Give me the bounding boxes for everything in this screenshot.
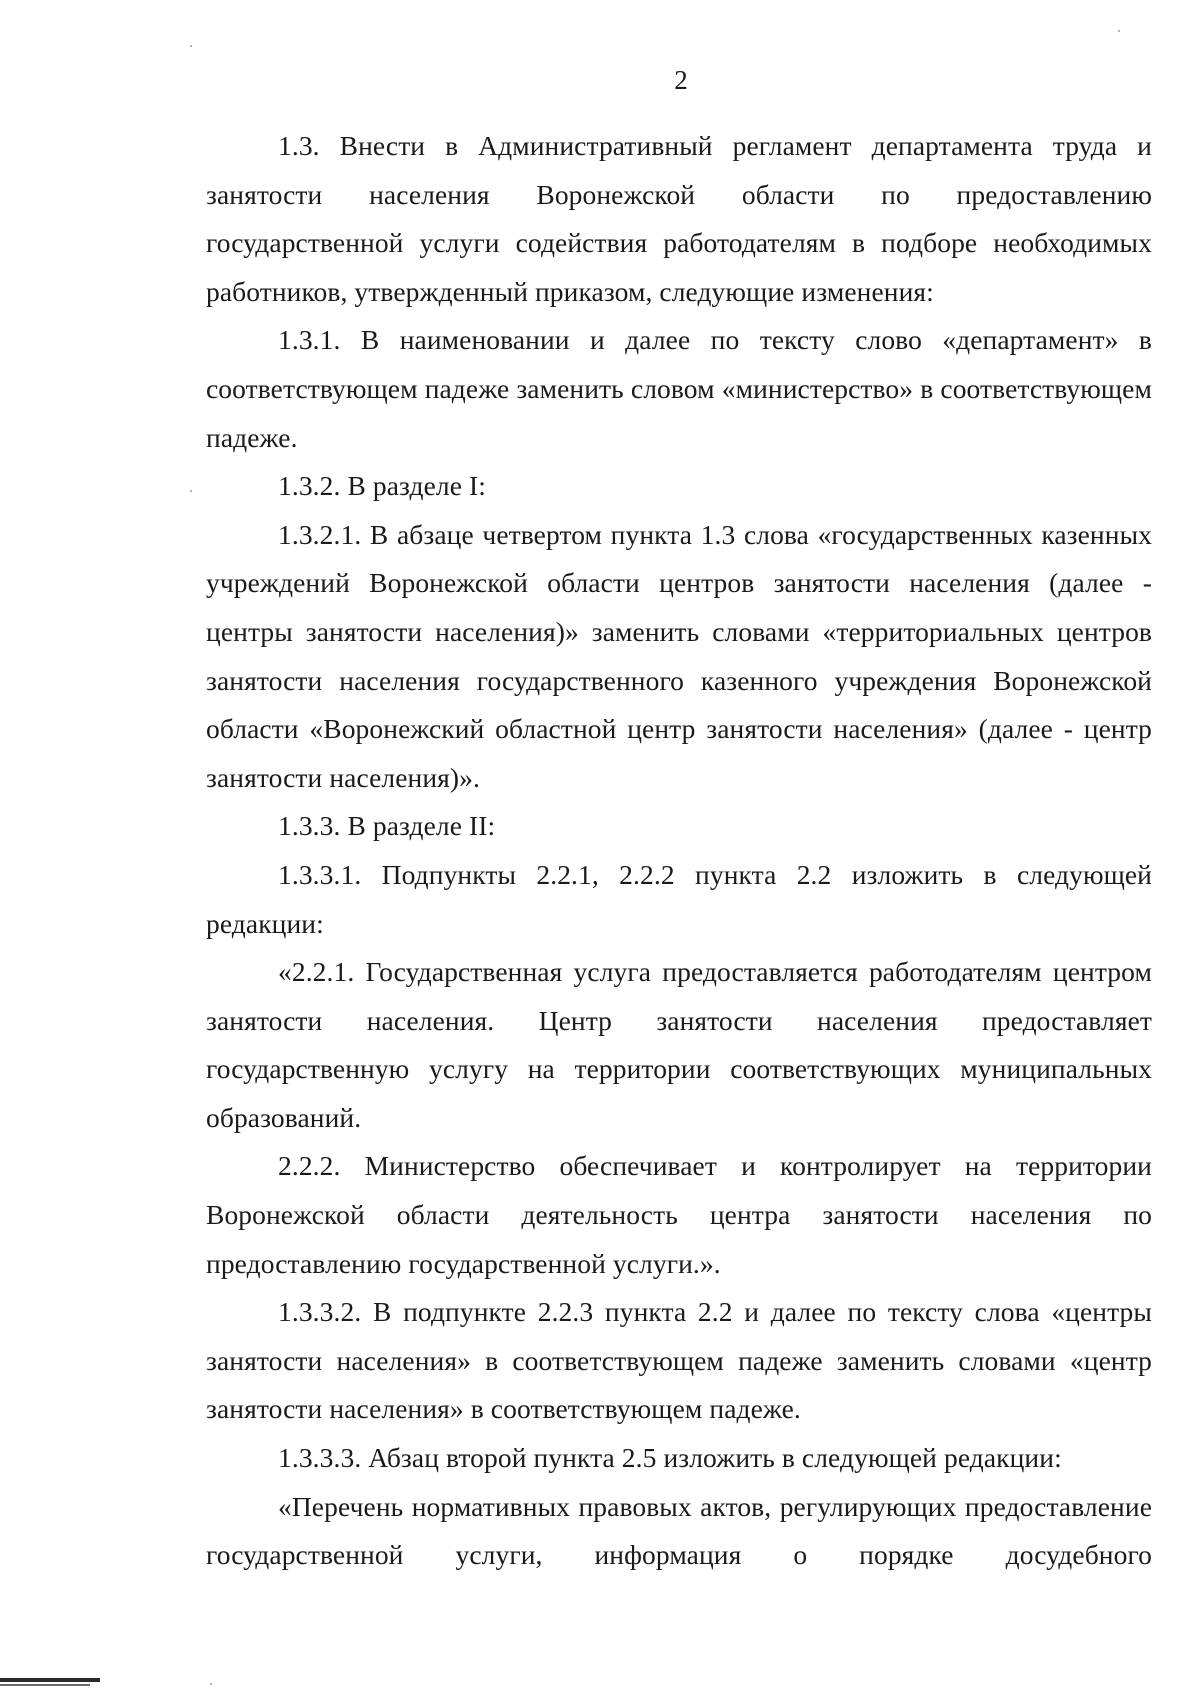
paragraph-1-3-3-3: 1.3.3.3. Абзац второй пункта 2.5 изложить в следующей редакции: bbox=[278, 1442, 1062, 1474]
paragraph-1-3-3: 1.3.3. В разделе II: bbox=[278, 810, 496, 842]
paragraph-quote-list: «Перечень нормативных правовых актов, регулирующих предоставление государственной услуги, информация о порядке досудебного bbox=[206, 1490, 1152, 1571]
scan-speck bbox=[190, 490, 192, 492]
scan-speck bbox=[1118, 30, 1120, 32]
scan-edge-mark bbox=[0, 1678, 100, 1682]
paragraph-1-3: 1.3. Внести в Административный регламент департамента труда и занятости населения Воронежской области по предоставлению государственной услуги содействия работодателям в подборе необходимых работников, утвержденный приказом, следующие изменения: bbox=[206, 130, 1152, 307]
page-number: 2 bbox=[674, 65, 688, 95]
paragraph-1-3-3-1: 1.3.3.1. Подпункты 2.2.1, 2.2.2 пункта 2.2 изложить в следующей редакции: bbox=[206, 858, 1152, 939]
scan-speck bbox=[190, 45, 192, 47]
scan-edge-mark-secondary bbox=[0, 1684, 90, 1686]
document-body bbox=[206, 122, 1152, 1580]
paragraph-2-2-2: 2.2.2. Министерство обеспечивает и контролирует на территории Воронежской области деятельность центра занятости населения по предоставлению государственной услуги.». bbox=[206, 1150, 1152, 1279]
scan-speck bbox=[210, 1683, 212, 1685]
paragraph-1-3-1: 1.3.1. В наименовании и далее по тексту слово «департамент» в соответствующем падеже заменить словом «министерство» в соответствующем падеже. bbox=[206, 324, 1152, 453]
paragraph-1-3-2-1: 1.3.2.1. В абзаце четвертом пункта 1.3 слова «государственных казенных учреждений Воронежской области центров занятости населения (далее - центры занятости населения)» заменить словами «территориальных центров занятости населения государственного казенного учреждения Воронежской области «Воронежский областной центр занятости населения» (далее - центр занятости населения)». bbox=[206, 518, 1152, 793]
paragraph-1-3-2: 1.3.2. В разделе I: bbox=[278, 470, 486, 502]
paragraph-1-3-3-2: 1.3.3.2. В подпункте 2.2.3 пункта 2.2 и далее по тексту слова «центры занятости населения» в соответствующем падеже заменить словами «центр занятости населения» в соответствующем падеже. bbox=[206, 1296, 1152, 1425]
paragraph-2-2-1: «2.2.1. Государственная услуга предоставляется работодателям центром занятости населения. Центр занятости населения предоставляет государственную услугу на территории соответствующих муниципальных образований. bbox=[206, 956, 1152, 1133]
